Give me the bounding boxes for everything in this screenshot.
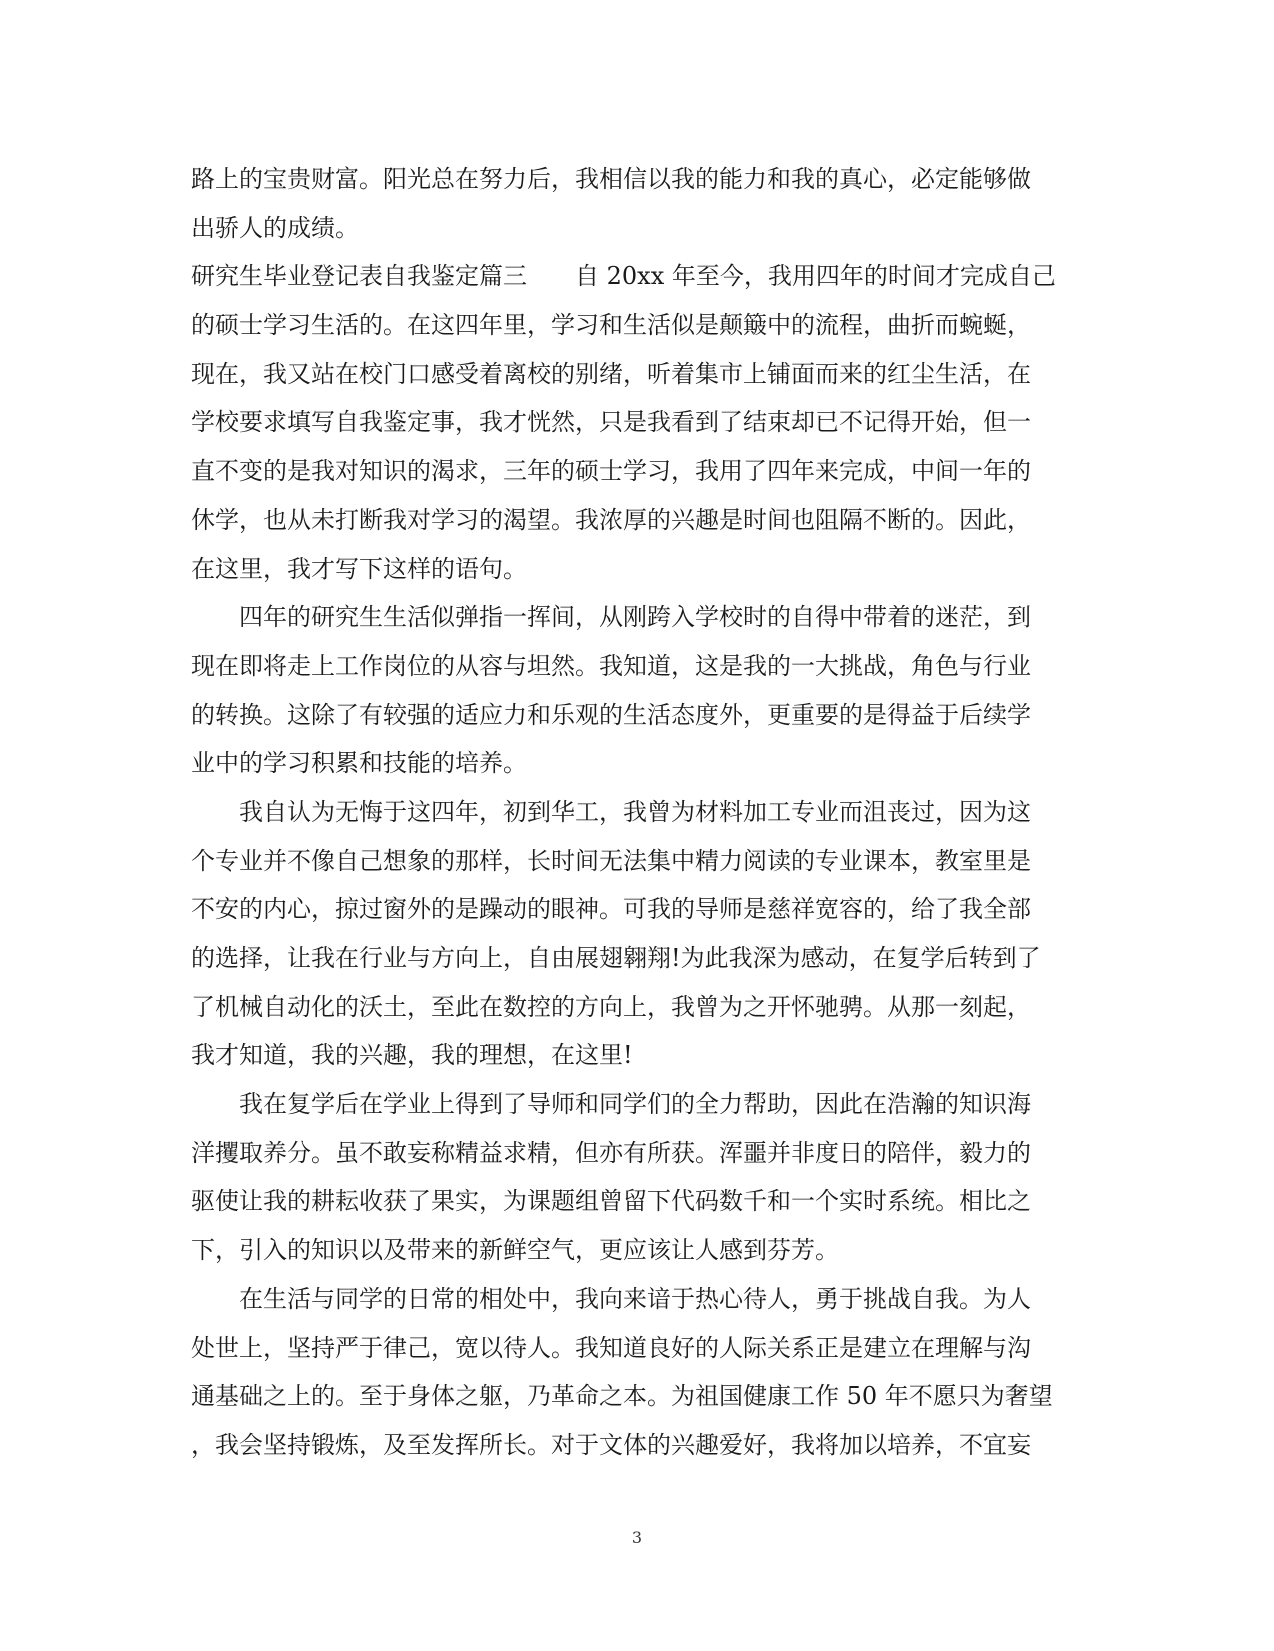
text-line: 我才知道，我的兴趣，我的理想，在这里! [191,1041,633,1070]
text-line: 四年的研究生生活似弹指一挥间，从刚跨入学校时的自得中带着的迷茫，到 [239,603,1031,632]
text-line: 下，引入的知识以及带来的新鲜空气，更应该让人感到芬芳。 [191,1236,839,1265]
text-line: 现在，我又站在校门口感受着离校的别绪，听着集市上铺面而来的红尘生活，在 [191,359,1031,388]
text-line: 路上的宝贵财富。阳光总在努力后，我相信以我的能力和我的真心，必定能够做 [191,165,1031,193]
page-number: 3 [631,1528,643,1547]
text-line: 休学，也从未打断我对学习的渴望。我浓厚的兴趣是时间也阻隔不断的。因此， [191,505,1031,534]
text-line: 驱使让我的耕耘收获了果实，为课题组曾留下代码数千和一个实时系统。相比之 [191,1187,1031,1216]
text-line: 在这里，我才写下这样的语句。 [191,554,527,583]
text-line: 在生活与同学的日常的相处中，我向来谙于热心待人，勇于挑战自我。为人 [239,1284,1031,1313]
text-line: 的选择，让我在行业与方向上，自由展翅翱翔!为此我深为感动，在复学后转到了 [191,944,1041,972]
text-line: 出骄人的成绩。 [191,213,359,242]
text-line: 不安的内心，掠过窗外的是躁动的眼神。可我的导师是慈祥宽容的，给了我全部 [191,895,1031,924]
text-line: 业中的学习积累和技能的培养。 [191,749,527,778]
text-line: 的转换。这除了有较强的适应力和乐观的生活态度外，更重要的是得益于后续学 [191,700,1031,729]
body-text [191,155,1083,1470]
text-line: 现在即将走上工作岗位的从容与坦然。我知道，这是我的一大挑战，角色与行业 [191,651,1031,680]
text-line: 个专业并不像自己想象的那样，长时间无法集中精力阅读的专业课本，教室里是 [191,846,1031,875]
text-line: 我自认为无悔于这四年，初到华工，我曾为材料加工专业而沮丧过，因为这 [239,797,1031,826]
text-line: ，我会坚持锻炼，及至发挥所长。对于文体的兴趣爱好，我将加以培养，不宜妄 [191,1430,1031,1459]
text-line: 研究生毕业登记表自我鉴定篇三 自 20xx 年至今，我用四年的时间才完成自己 [191,262,1056,291]
text-line: 通基础之上的。至于身体之躯，乃革命之本。为祖国健康工作 50 年不愿只为奢望 [191,1382,1053,1411]
text-line: 了机械自动化的沃土，至此在数控的方向上，我曾为之开怀驰骋。从那一刻起， [191,992,1031,1021]
text-line: 的硕士学习生活的。在这四年里，学习和生活似是颠簸中的流程，曲折而蜿蜒， [191,311,1031,340]
text-line: 学校要求填写自我鉴定事，我才恍然，只是我看到了结束却已不记得开始，但一 [191,408,1031,437]
text-line: 处世上，坚持严于律己，宽以待人。我知道良好的人际关系正是建立在理解与沟 [191,1333,1031,1362]
text-line: 直不变的是我对知识的渴求，三年的硕士学习，我用了四年来完成，中间一年的 [191,457,1031,486]
text-line: 洋攫取养分。虽不敢妄称精益求精，但亦有所获。浑噩并非度日的陪伴，毅力的 [191,1138,1031,1167]
text-line: 我在复学后在学业上得到了导师和同学们的全力帮助，因此在浩瀚的知识海 [239,1090,1031,1119]
